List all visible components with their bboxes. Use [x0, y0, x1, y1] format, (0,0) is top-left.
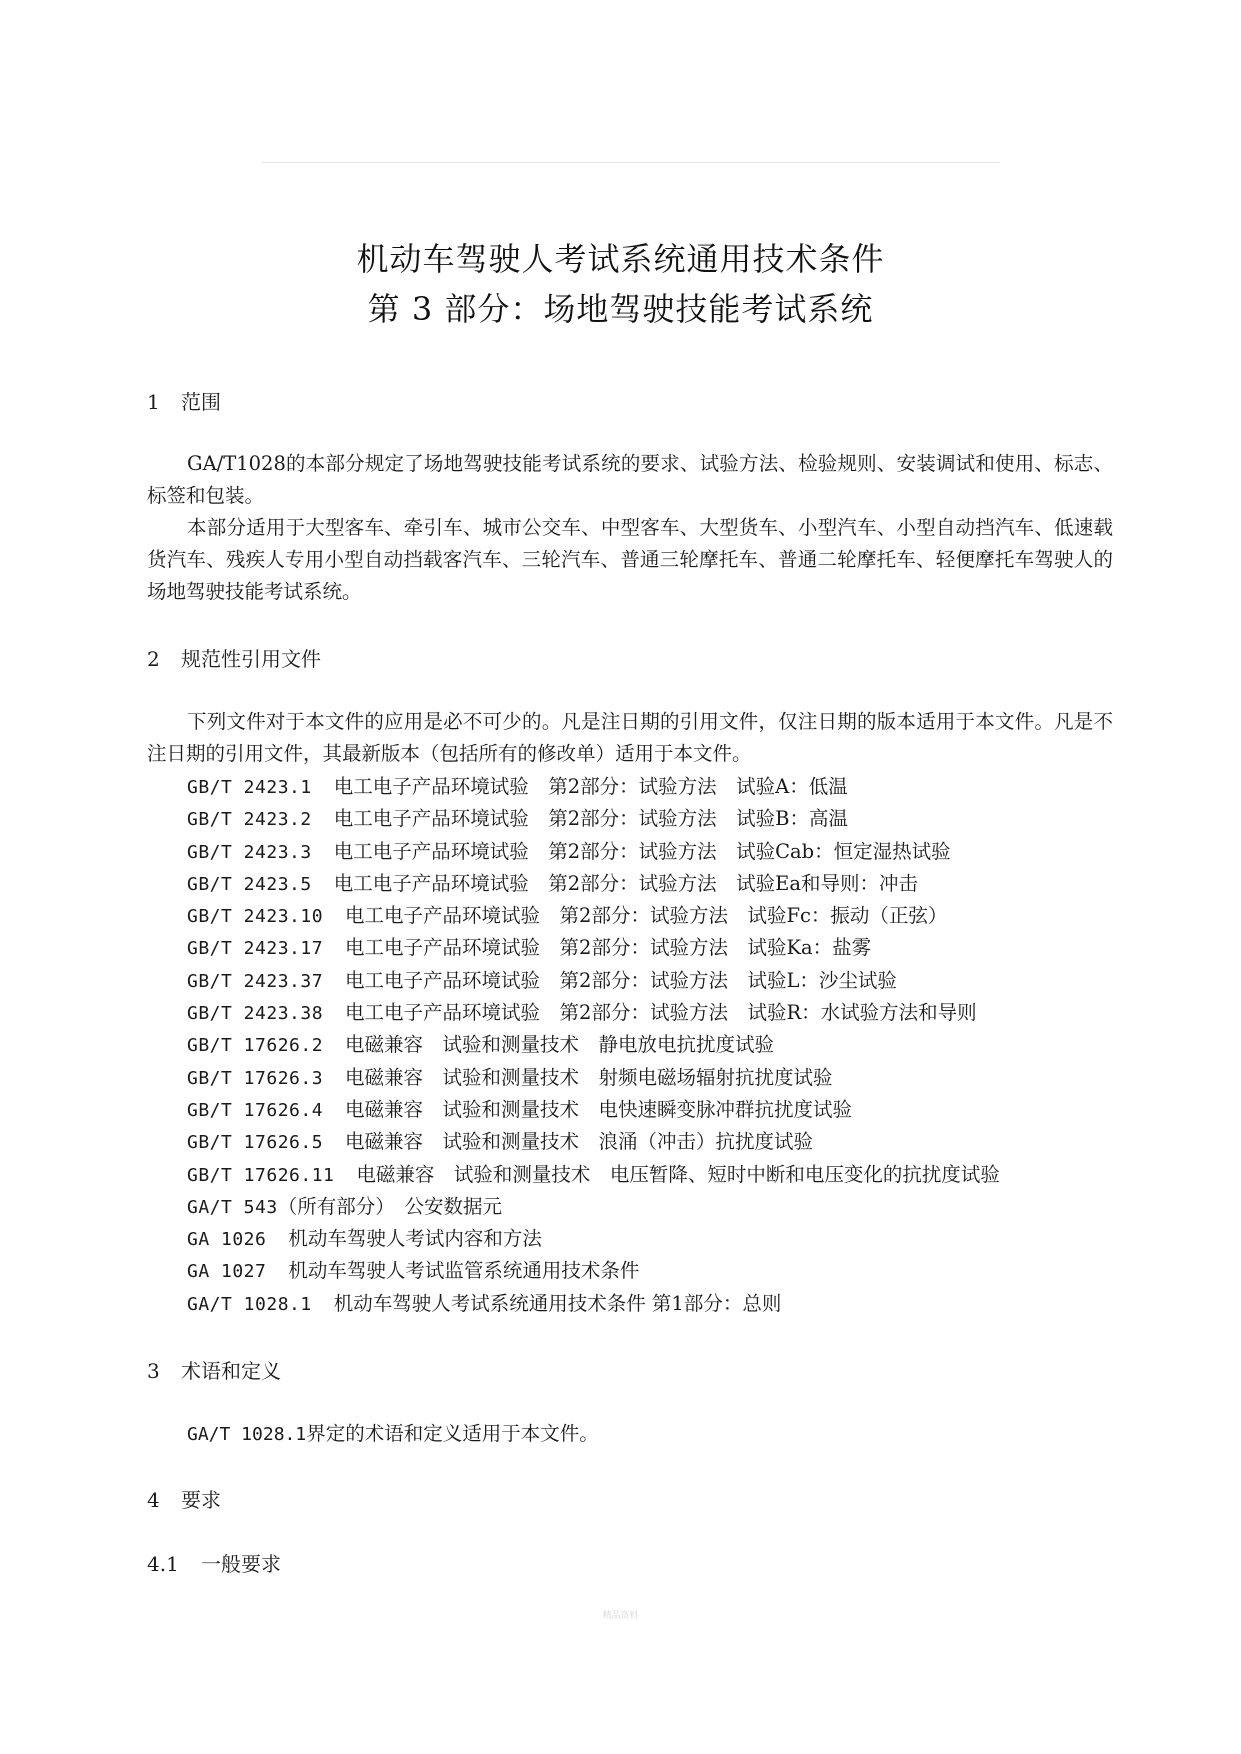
reference-code: GB/T 2423.38 [187, 1003, 324, 1025]
reference-list [187, 771, 1000, 1320]
reference-title: 电工电子产品环境试验 第2部分：试验方法 试验R：水试验方法和导则 [345, 1001, 977, 1025]
reference-title: 机动车驾驶人考试监管系统通用技术条件 [288, 1259, 640, 1283]
document-title: 机动车驾驶人考试系统通用技术条件 [356, 240, 885, 278]
reference-code: GB/T 2423.1 [187, 777, 312, 798]
section-number: 3 [147, 1359, 160, 1383]
reference-code: GB/T 17626.3 [187, 1067, 324, 1089]
reference-item [187, 965, 1000, 997]
footer-watermark: 精品资料 [602, 1611, 639, 1621]
reference-code: GB/T 17626.11 [187, 1164, 335, 1186]
reference-item [187, 771, 1000, 803]
reference-item [187, 1126, 1000, 1158]
reference-title: 电工电子产品环境试验 第2部分：试验方法 试验A：低温 [333, 775, 848, 798]
subsection-heading-general-requirements [147, 1548, 281, 1577]
section-heading-scope [147, 386, 221, 415]
document-subtitle: 第 3 部分：场地驾驶技能考试系统 [367, 290, 874, 328]
reference-code: GB/T 2423.17 [187, 938, 324, 960]
reference-code: GB/T 17626.4 [187, 1099, 324, 1121]
section-heading-requirements [147, 1484, 221, 1513]
reference-code: GB/T 17626.5 [187, 1132, 324, 1154]
section-number: 4.1 [147, 1552, 179, 1576]
reference-item [187, 1223, 1000, 1255]
reference-code: GA/T 543 [187, 1196, 278, 1218]
reference-code: GB/T 17626.2 [187, 1035, 324, 1057]
reference-title: 电工电子产品环境试验 第2部分：试验方法 试验B：高温 [333, 807, 848, 831]
terms-paragraph [147, 1418, 1113, 1451]
reference-title: （所有部分） 公安数据元 [277, 1194, 502, 1218]
header-rule [262, 162, 1000, 163]
section-title: 术语和定义 [181, 1359, 281, 1383]
reference-code: GB/T 2423.5 [187, 873, 312, 895]
reference-item [187, 1094, 1000, 1126]
section-title: 一般要求 [201, 1552, 281, 1576]
reference-code: GA 1026 [187, 1229, 267, 1251]
reference-item [187, 997, 1000, 1029]
reference-item [187, 900, 1000, 932]
reference-item [187, 803, 1000, 835]
section-title: 规范性引用文件 [181, 647, 321, 671]
reference-title: 电工电子产品环境试验 第2部分：试验方法 试验Fc：振动（正弦） [345, 904, 948, 928]
reference-code: GA 1027 [187, 1261, 267, 1283]
section-heading-normative-references [147, 643, 321, 672]
reference-code: GB/T 2423.10 [187, 906, 324, 928]
scope-paragraph: GA/T1028的本部分规定了场地驾驶技能考试系统的要求、试验方法、检验规则、安装调试和使用、标志、标签和包装。 [147, 452, 1113, 507]
section-number: 4 [147, 1488, 160, 1512]
reference-code: GA/T 1028.1 [187, 1293, 312, 1315]
reference-item [187, 1159, 1000, 1191]
section-number: 2 [147, 647, 160, 671]
reference-title: 电磁兼容 试验和测量技术 浪涌（冲击）抗扰度试验 [345, 1130, 814, 1154]
terms-reference-code: GA/T 1028.1 [187, 1424, 307, 1445]
reference-title: 机动车驾驶人考试系统通用技术条件 第1部分：总则 [333, 1291, 782, 1315]
reference-title: 电工电子产品环境试验 第2部分：试验方法 试验L：沙尘试验 [345, 968, 897, 992]
reference-title: 电磁兼容 试验和测量技术 电快速瞬变脉冲群抗扰度试验 [345, 1097, 853, 1121]
reference-item [187, 836, 1000, 868]
reference-item [187, 932, 1000, 964]
reference-title: 电工电子产品环境试验 第2部分：试验方法 试验Ea和导则：冲击 [333, 871, 918, 895]
reference-item [187, 1255, 1000, 1287]
section-title: 要求 [181, 1488, 221, 1512]
reference-title: 电磁兼容 试验和测量技术 电压暂降、短时中断和电压变化的抗扰度试验 [356, 1162, 1000, 1186]
reference-item [187, 868, 1000, 900]
reference-title: 电磁兼容 试验和测量技术 静电放电抗扰度试验 [345, 1033, 775, 1057]
reference-code: GB/T 2423.2 [187, 809, 312, 831]
normative-intro-paragraph: 下列文件对于本文件的应用是必不可少的。凡是注日期的引用文件，仅注日期的版本适用于本文件。凡是不注日期的引用文件，其最新版本（包括所有的修改单）适用于本文件。 [147, 710, 1113, 765]
section-heading-terms [147, 1355, 281, 1384]
reference-item [187, 1191, 1000, 1223]
reference-title: 电工电子产品环境试验 第2部分：试验方法 试验Ka：盐雾 [345, 936, 872, 960]
reference-item [187, 1288, 1000, 1320]
section-title: 范围 [181, 390, 221, 414]
reference-code: GB/T 2423.37 [187, 970, 324, 992]
section-number: 1 [147, 390, 160, 414]
reference-code: GB/T 2423.3 [187, 841, 312, 863]
reference-title: 机动车驾驶人考试内容和方法 [288, 1227, 542, 1251]
reference-title: 电工电子产品环境试验 第2部分：试验方法 试验Cab：恒定湿热试验 [333, 839, 951, 863]
reference-item [187, 1062, 1000, 1094]
terms-text: 界定的术语和定义适用于本文件。 [306, 1422, 599, 1445]
reference-item [187, 1029, 1000, 1061]
reference-title: 电磁兼容 试验和测量技术 射频电磁场辐射抗扰度试验 [345, 1065, 833, 1089]
scope-paragraph: 本部分适用于大型客车、牵引车、城市公交车、中型客车、大型货车、小型汽车、小型自动挡汽车、低速载货汽车、残疾人专用小型自动挡载客汽车、三轮汽车、普通三轮摩托车、普通二轮摩托车、轻便摩托车驾驶人的场地驾驶技能考试系统。 [147, 516, 1113, 603]
